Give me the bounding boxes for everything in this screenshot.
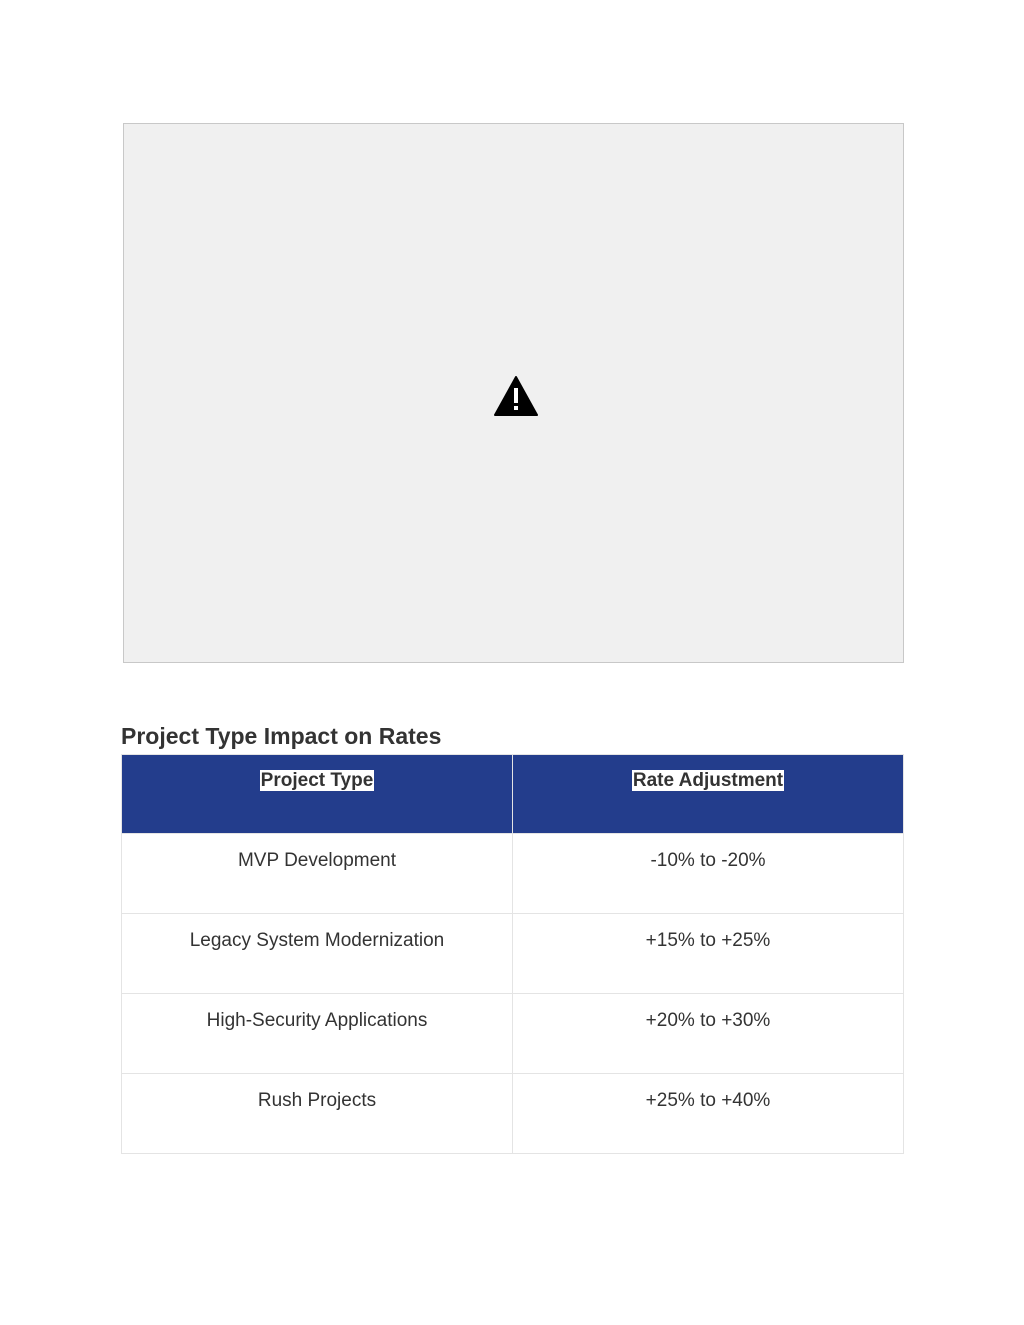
table-row [122, 1074, 904, 1154]
warning-icon [493, 375, 539, 417]
cell-rate-adjustment: -10% to -20% [513, 834, 904, 914]
header-label: Project Type [260, 770, 374, 791]
table-row [122, 834, 904, 914]
header-rate-adjustment [513, 755, 904, 834]
cell-project-type: MVP Development [122, 834, 513, 914]
table-row [122, 994, 904, 1074]
table-row [122, 914, 904, 994]
cell-project-type: High-Security Applications [122, 994, 513, 1074]
cell-project-type: Legacy System Modernization [122, 914, 513, 994]
header-project-type [122, 755, 513, 834]
table-header-row [122, 755, 904, 834]
section-title: Project Type Impact on Rates [121, 723, 442, 749]
cell-project-type: Rush Projects [122, 1074, 513, 1154]
broken-image-placeholder [123, 123, 904, 663]
rates-table [121, 754, 904, 1154]
cell-rate-adjustment: +20% to +30% [513, 994, 904, 1074]
cell-rate-adjustment: +25% to +40% [513, 1074, 904, 1154]
header-label: Rate Adjustment [632, 770, 784, 791]
cell-rate-adjustment: +15% to +25% [513, 914, 904, 994]
